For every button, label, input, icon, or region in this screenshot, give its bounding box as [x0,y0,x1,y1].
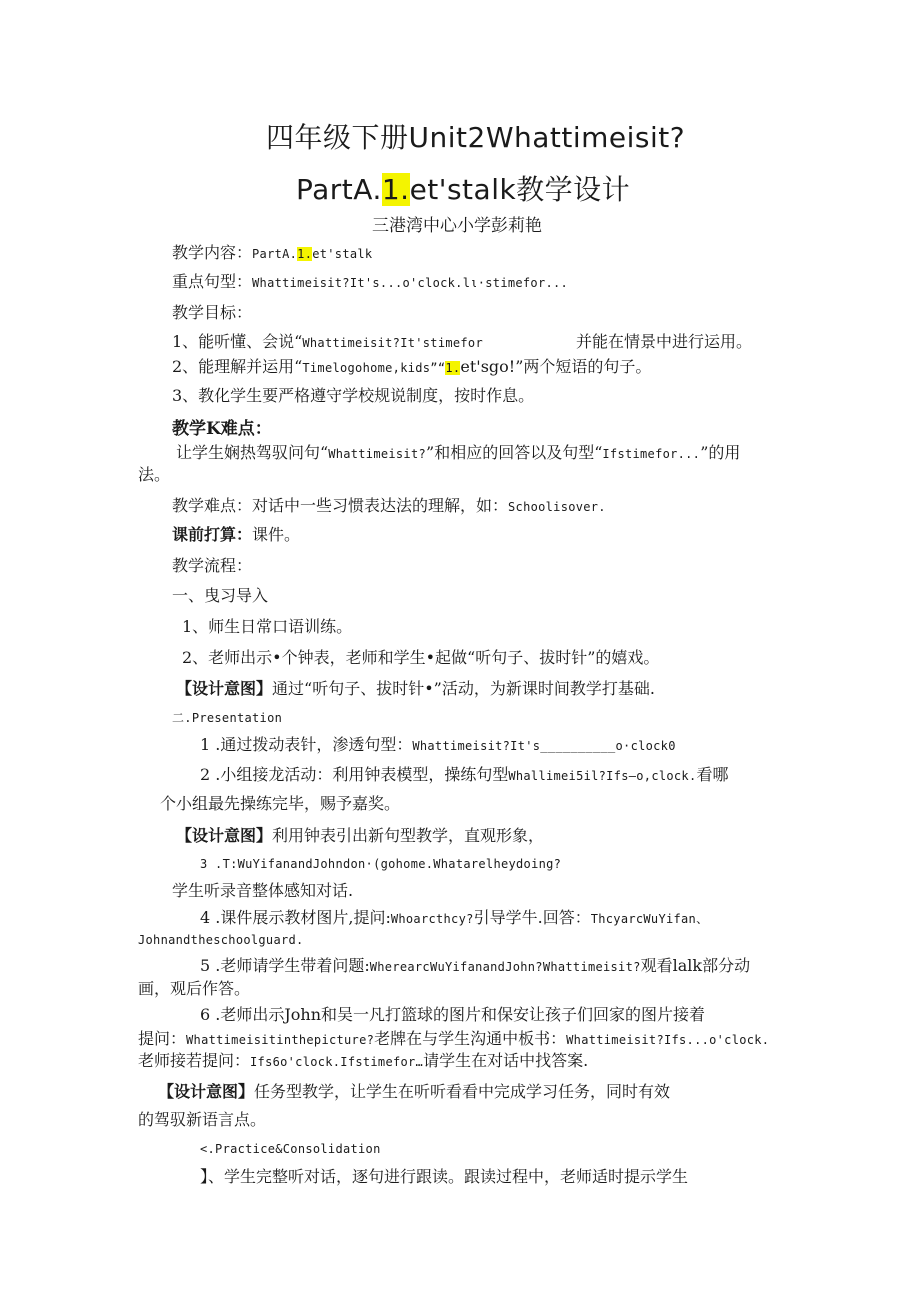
process-label: 教学流程： [172,556,253,575]
key-points-text-cont: 法。 [138,465,171,484]
section-3-item-1: 】、学生完整听对话，逐句进行跟读。跟读过程中，老师适时提示学生 [200,1167,689,1186]
presentation-item-3-cont: 学生听录音整体感知对话. [172,881,354,900]
objective-1-end: 并能在情景中进行运用。 [576,332,753,351]
presentation-item-6-cont-2: 老师接若提问：Ifs6o'clock.Ifstimefor…请学生在对话中找答案. [138,1051,589,1070]
page-subtitle: PartA.1.et'stalk教学设计 [296,173,631,206]
presentation-item-4: 4 .课件展示教材图片,提问:Whoarcthcy?引导学牛.回答：ThcyarcWuYifan、 [200,908,709,927]
author: 三港湾中心小学彭莉艳 [372,216,542,236]
section-2-title: 二.Presentation [172,711,283,725]
highlight-mark: 1. [381,173,410,206]
section-1-item-2: 2、老师出示•个钟表，老师和学生•起做“听句子、拔时针”的嬉戏。 [182,648,660,667]
section-3-title: <.Practice&Consolidation [200,1142,381,1156]
presentation-item-1: 1 .通过拨动表针，渗透句型：Whattimeisit?It's__________o·clock0 [200,735,676,754]
presentation-item-6-intent: 【设计意图】任务型教学，让学生在听听看看中完成学习任务，同时有效 [158,1082,671,1101]
prep: 课前打算：课件。 [172,525,301,544]
presentation-item-2-intent: 【设计意图】利用钟表引出新句型教学，直观形象， [176,826,545,845]
presentation-item-5: 5 .老师请学生带着问题:WherearcWuYifanandJohn?Whattimeisit?观看lalk部分动 [200,956,751,975]
key-points-text: 让学生娴热驾驭问句“Whattimeisit?”和相应的回答以及句型“Ifstimefor...”的用 [176,443,741,462]
key-sentences: 重点句型：Whattimeisit?It's...o'clock.lι·stimefor... [172,272,569,291]
objectives-label: 教学目标： [172,303,253,322]
section-1-title: 一、曳习导入 [172,586,269,605]
presentation-item-6: 6 .老师出示John和吴一凡打篮球的图片和保安让孩子们回家的图片接着 [200,1005,706,1024]
key-points-label: 教学K难点： [172,419,272,439]
presentation-item-6-cont: 提问：Whattimeisitinthepicture?老牌在与学生沟通中板书：Whattimeisit?Ifs...o'clock. [138,1029,770,1048]
section-1-intent: 【设计意图】通过“听句子、拔时针•”活动，为新课时间教学打基础. [176,679,655,698]
presentation-item-6-intent-cont: 的驾驭新语言点。 [138,1110,267,1129]
presentation-item-4-cont: Johnandtheschoolguard. [138,933,304,947]
objective-1: 1、能听懂、会说“Whattimeisit?It'stimefor [172,332,483,351]
presentation-item-3: 3 .T:WuYifanandJohndon·(gohome.Whatarelheydoing? [200,857,562,871]
presentation-item-2-cont: 个小组最先操练完毕，赐予嘉奖。 [160,794,401,813]
difficulty: 教学难点：对话中一些习惯表达法的理解，如：Schoolisover. [172,496,606,515]
highlight-mark: 1. [297,247,313,261]
objective-2: 2、能理解并运用“Timelogohome,kids”“1.et'sgo!”两个短语的句子。 [172,357,652,376]
highlight-mark: 1. [445,361,461,375]
presentation-item-2: 2 .小组接龙活动：利用钟表模型，操练句型Whallimei5il?Ifs—o,clock.看哪 [200,765,729,784]
objective-3: 3、教化学生要严格遵守学校规说制度，按时作息。 [172,386,535,405]
page-title [266,116,685,156]
section-1-item-1: 1、师生日常口语训练。 [182,617,353,636]
teaching-content: 教学内容：PartA.1.et'stalk [172,243,373,262]
presentation-item-5-cont: 画，观后作答。 [138,979,251,998]
title-line1: 四年级下册Unit2Whattimeisit? [266,121,686,154]
